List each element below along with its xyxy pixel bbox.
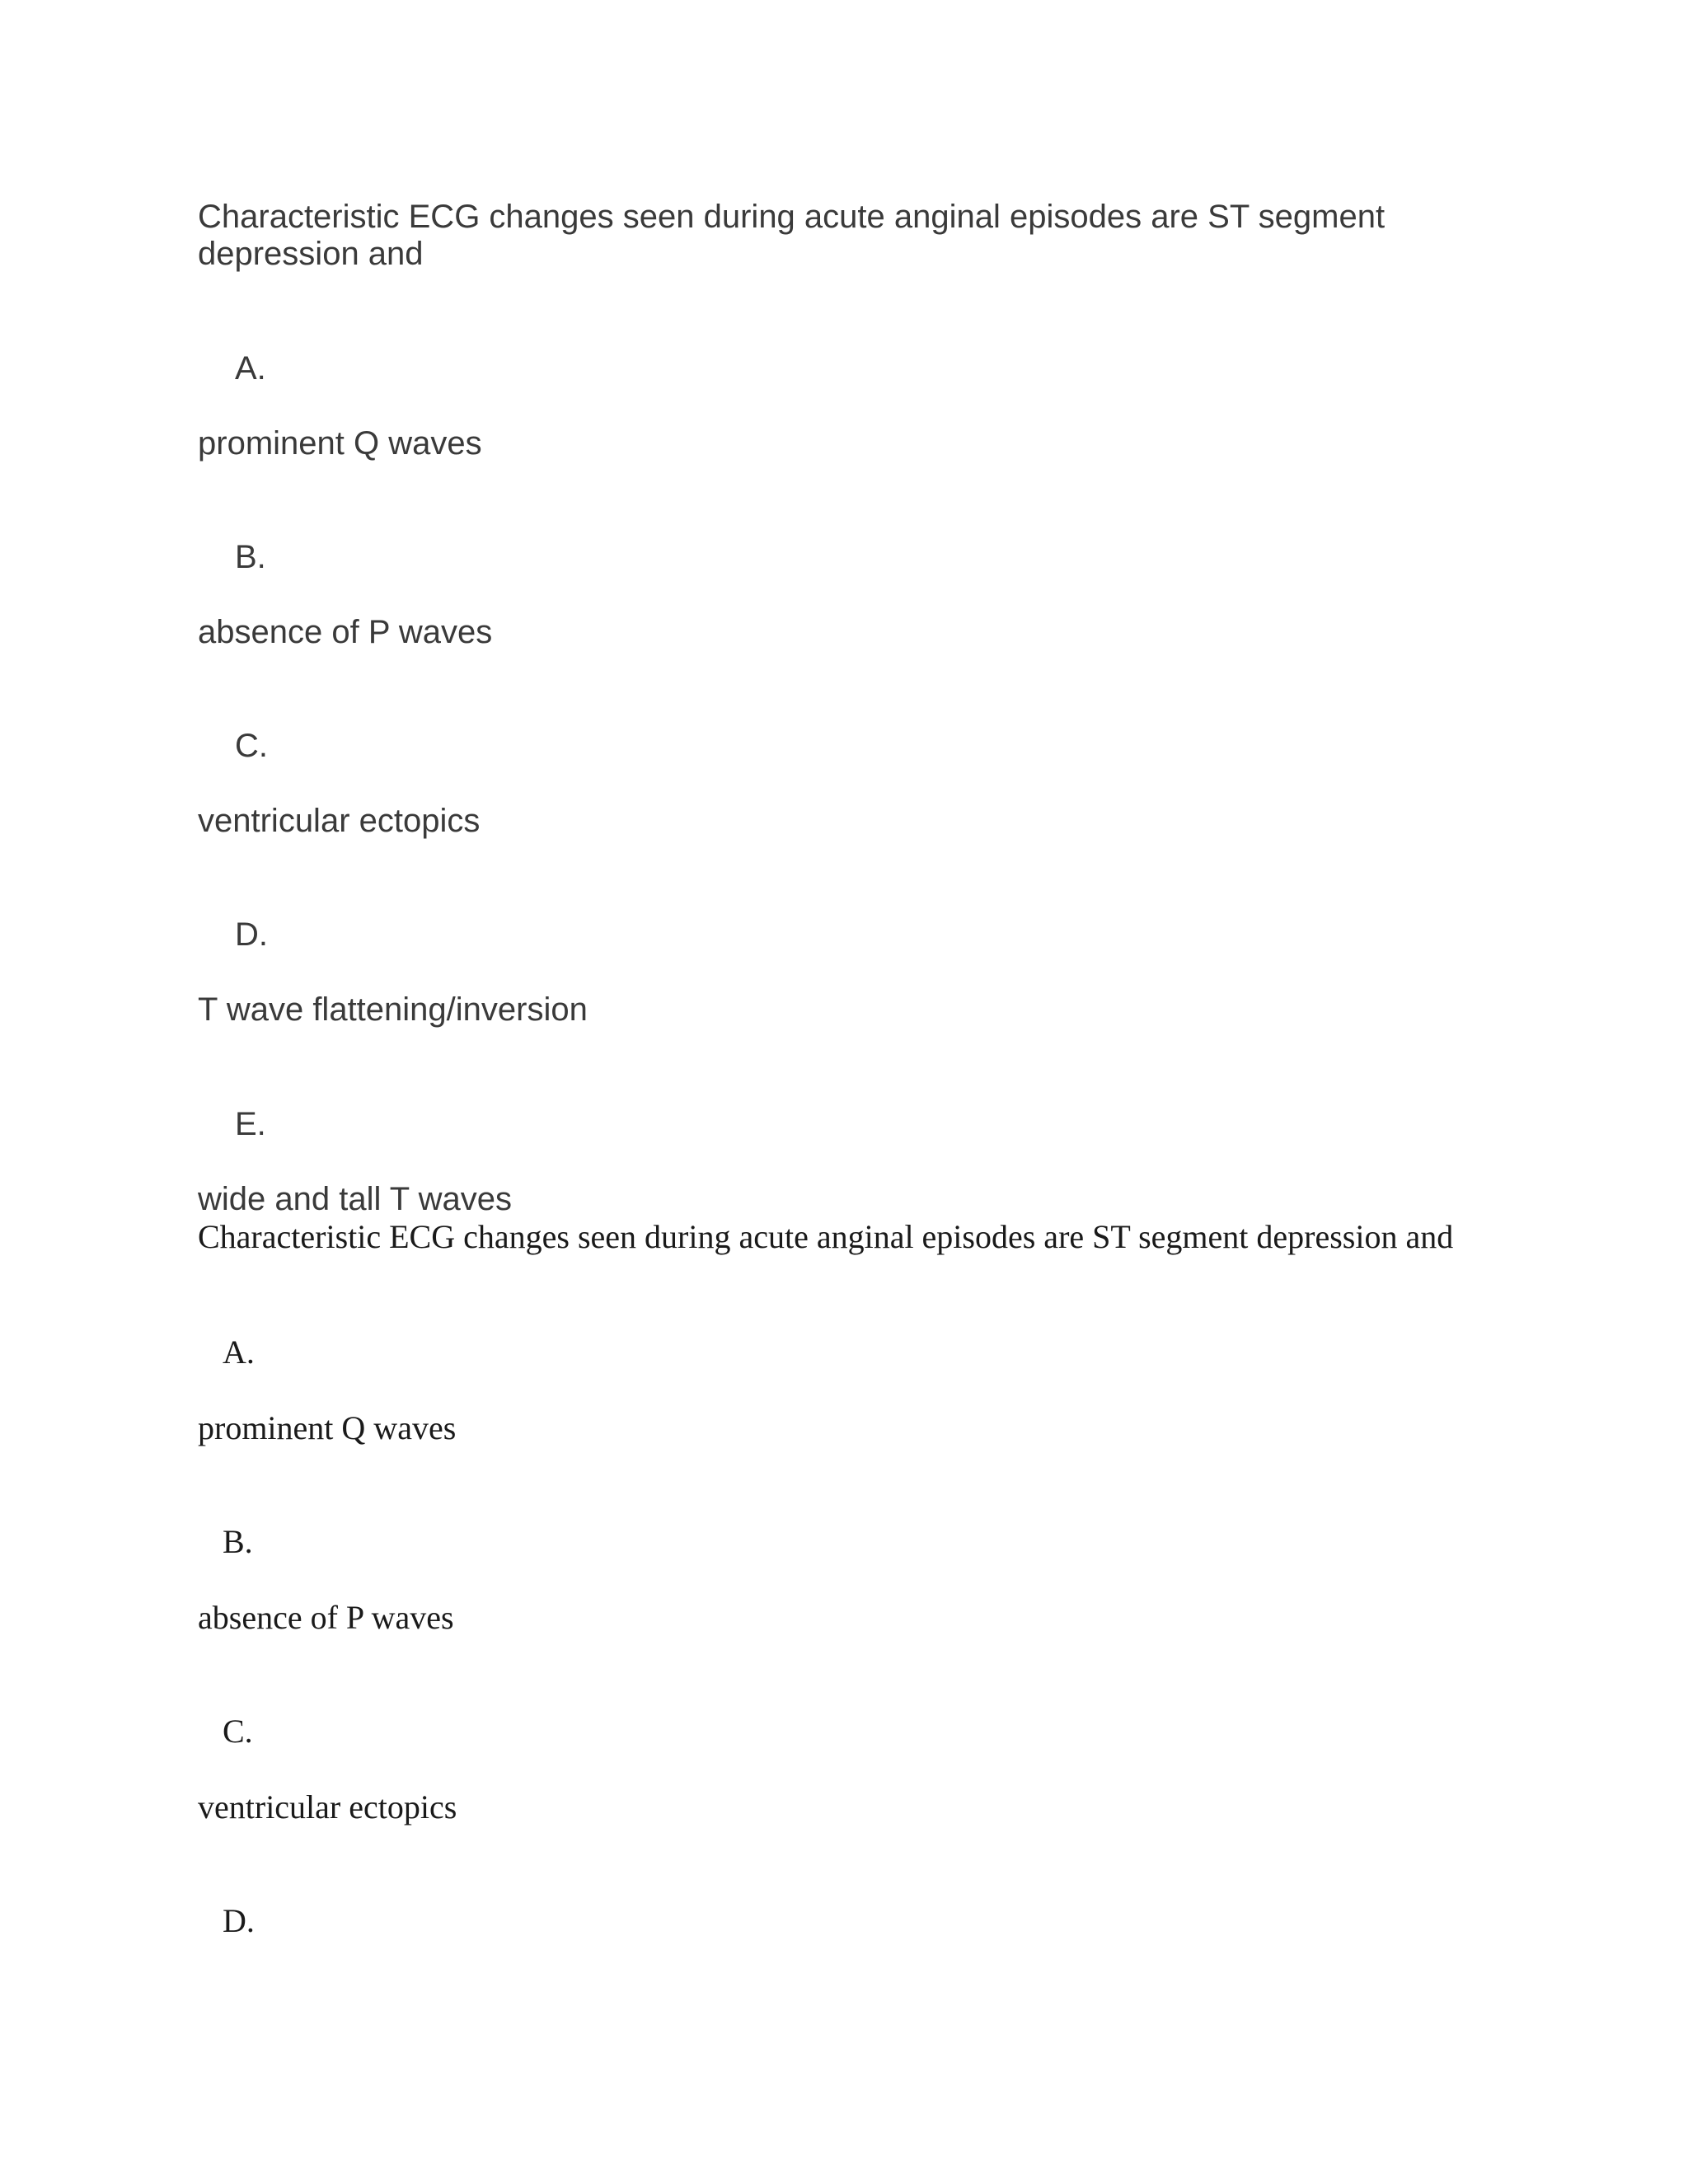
option-a-letter: A. bbox=[223, 1333, 255, 1371]
option-e-letter: E. bbox=[235, 1106, 266, 1142]
option-c-text: ventricular ectopics bbox=[198, 1788, 457, 1825]
question-text-line-2: depression and bbox=[198, 236, 424, 272]
option-e-text: wide and tall T waves bbox=[198, 1181, 512, 1217]
option-c-letter: C. bbox=[223, 1713, 253, 1750]
option-a-text: prominent Q waves bbox=[198, 425, 482, 462]
option-c-letter: C. bbox=[235, 728, 268, 764]
option-b-letter: B. bbox=[235, 539, 266, 575]
question-text: Characteristic ECG changes seen during acute anginal episodes are ST segment depression and bbox=[198, 1218, 1454, 1255]
option-d-letter: D. bbox=[223, 1902, 255, 1939]
question-text-line-1: Characteristic ECG changes seen during acute anginal episodes are ST segment bbox=[198, 199, 1386, 235]
option-b-letter: B. bbox=[223, 1523, 253, 1560]
option-c-text: ventricular ectopics bbox=[198, 803, 481, 839]
option-a-text: prominent Q waves bbox=[198, 1409, 457, 1446]
option-d-letter: D. bbox=[235, 916, 268, 953]
option-a-letter: A. bbox=[235, 350, 266, 387]
option-b-text: absence of P waves bbox=[198, 614, 493, 650]
option-b-text: absence of P waves bbox=[198, 1599, 454, 1636]
option-d-text: T wave flattening/inversion bbox=[198, 991, 588, 1028]
